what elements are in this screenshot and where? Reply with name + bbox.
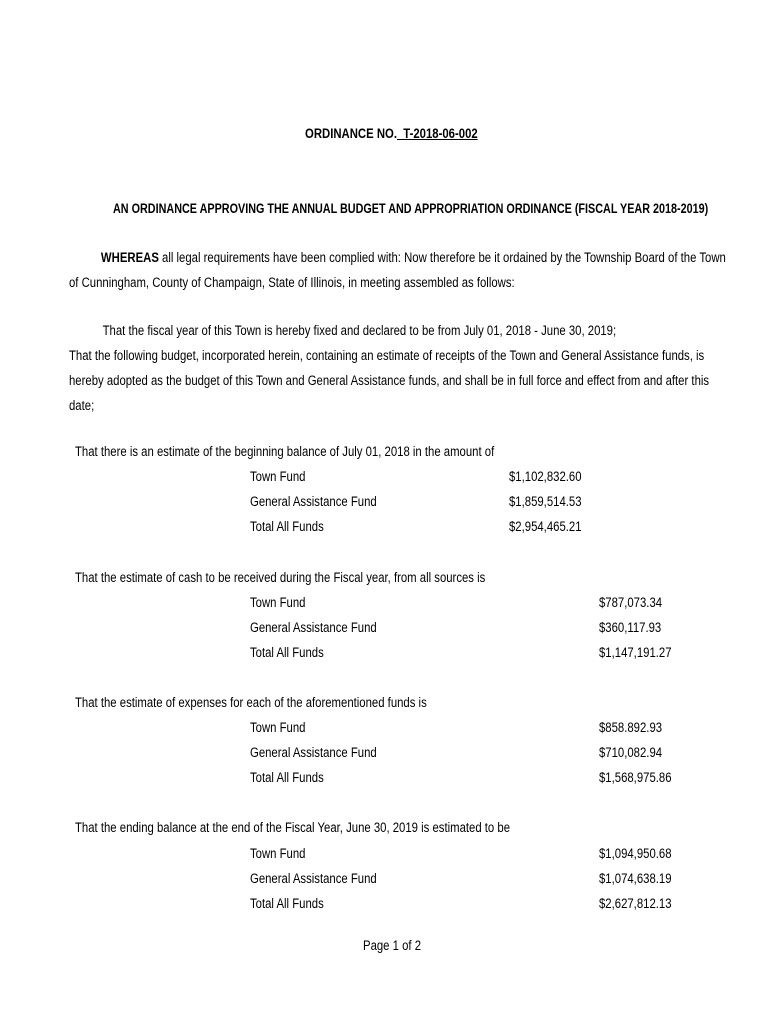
row-amount-total: $2,627,812.13 <box>599 896 672 911</box>
ordinance-title <box>305 126 478 142</box>
section-intro-ending-balance: That the ending balance at the end of the Fiscal Year, June 30, 2019 is estimated to be <box>75 820 511 835</box>
row-label-total: Total All Funds <box>250 896 324 911</box>
fiscal-line-3: hereby adopted as the budget of this Town and General Assistance funds, and shall be in full force and effect from and after this <box>69 373 710 388</box>
row-label-general-assistance: General Assistance Fund <box>250 871 377 886</box>
whereas-paragraph <box>69 245 726 295</box>
row-amount-total: $2,954,465.21 <box>509 519 582 534</box>
row-amount-general-assistance: $1,859,514.53 <box>509 494 582 509</box>
row-amount-town-fund: $858.892.93 <box>599 720 663 735</box>
row-label-town-fund: Town Fund <box>250 720 306 735</box>
row-label-total: Total All Funds <box>250 519 324 534</box>
whereas-bold: WHEREAS <box>100 250 159 265</box>
fiscal-line-2: That the following budget, incorporated herein, containing an estimate of receipts of the Town and General Assistance funds, is <box>69 348 705 363</box>
section-intro-beginning-balance: That there is an estimate of the beginning balance of July 01, 2018 in the amount of <box>75 444 495 459</box>
row-amount-total: $1,568,975.86 <box>599 770 672 785</box>
row-amount-general-assistance: $1,074,638.19 <box>599 871 672 886</box>
row-label-town-fund: Town Fund <box>250 846 306 861</box>
fiscal-text-1: That the fiscal year of this Town is hereby fixed and declared to be from July 01, 2018 - June 30, 2019; <box>102 323 617 338</box>
row-label-total: Total All Funds <box>250 770 324 785</box>
row-label-general-assistance: General Assistance Fund <box>250 494 377 509</box>
section-intro-expenses: That the estimate of expenses for each of the aforementioned funds is <box>75 695 427 710</box>
row-label-town-fund: Town Fund <box>250 469 306 484</box>
section-intro-cash-received: That the estimate of cash to be received during the Fiscal year, from all sources is <box>75 570 486 585</box>
whereas-line-2: of Cunningham, County of Champaign, State of Illinois, in meeting assembled as follows: <box>69 275 515 290</box>
row-label-total: Total All Funds <box>250 645 324 660</box>
row-amount-town-fund: $1,102,832.60 <box>509 469 582 484</box>
fiscal-line-1 <box>69 318 709 343</box>
whereas-text-1: all legal requirements have been complied with: Now therefore be it ordained by the Township Board of the Town <box>158 250 726 265</box>
fiscal-paragraph <box>69 318 709 418</box>
fiscal-line-4: date; <box>69 398 95 413</box>
row-amount-town-fund: $787,073.34 <box>599 595 663 610</box>
row-label-general-assistance: General Assistance Fund <box>250 620 377 635</box>
page-number: Page 1 of 2 <box>363 938 422 953</box>
row-label-general-assistance: General Assistance Fund <box>250 745 377 760</box>
row-amount-town-fund: $1,094,950.68 <box>599 846 672 861</box>
row-label-town-fund: Town Fund <box>250 595 306 610</box>
row-amount-general-assistance: $710,082.94 <box>599 745 663 760</box>
whereas-line-1 <box>69 245 726 270</box>
title-prefix: ORDINANCE NO. <box>305 126 397 141</box>
ordinance-number: T-2018-06-002 <box>396 126 478 141</box>
row-amount-general-assistance: $360,117.93 <box>599 620 662 635</box>
row-amount-total: $1,147,191.27 <box>599 645 672 660</box>
ordinance-subtitle: AN ORDINANCE APPROVING THE ANNUAL BUDGET AND APPROPRIATION ORDINANCE (FISCAL YEAR 2018-2019) <box>113 201 709 216</box>
